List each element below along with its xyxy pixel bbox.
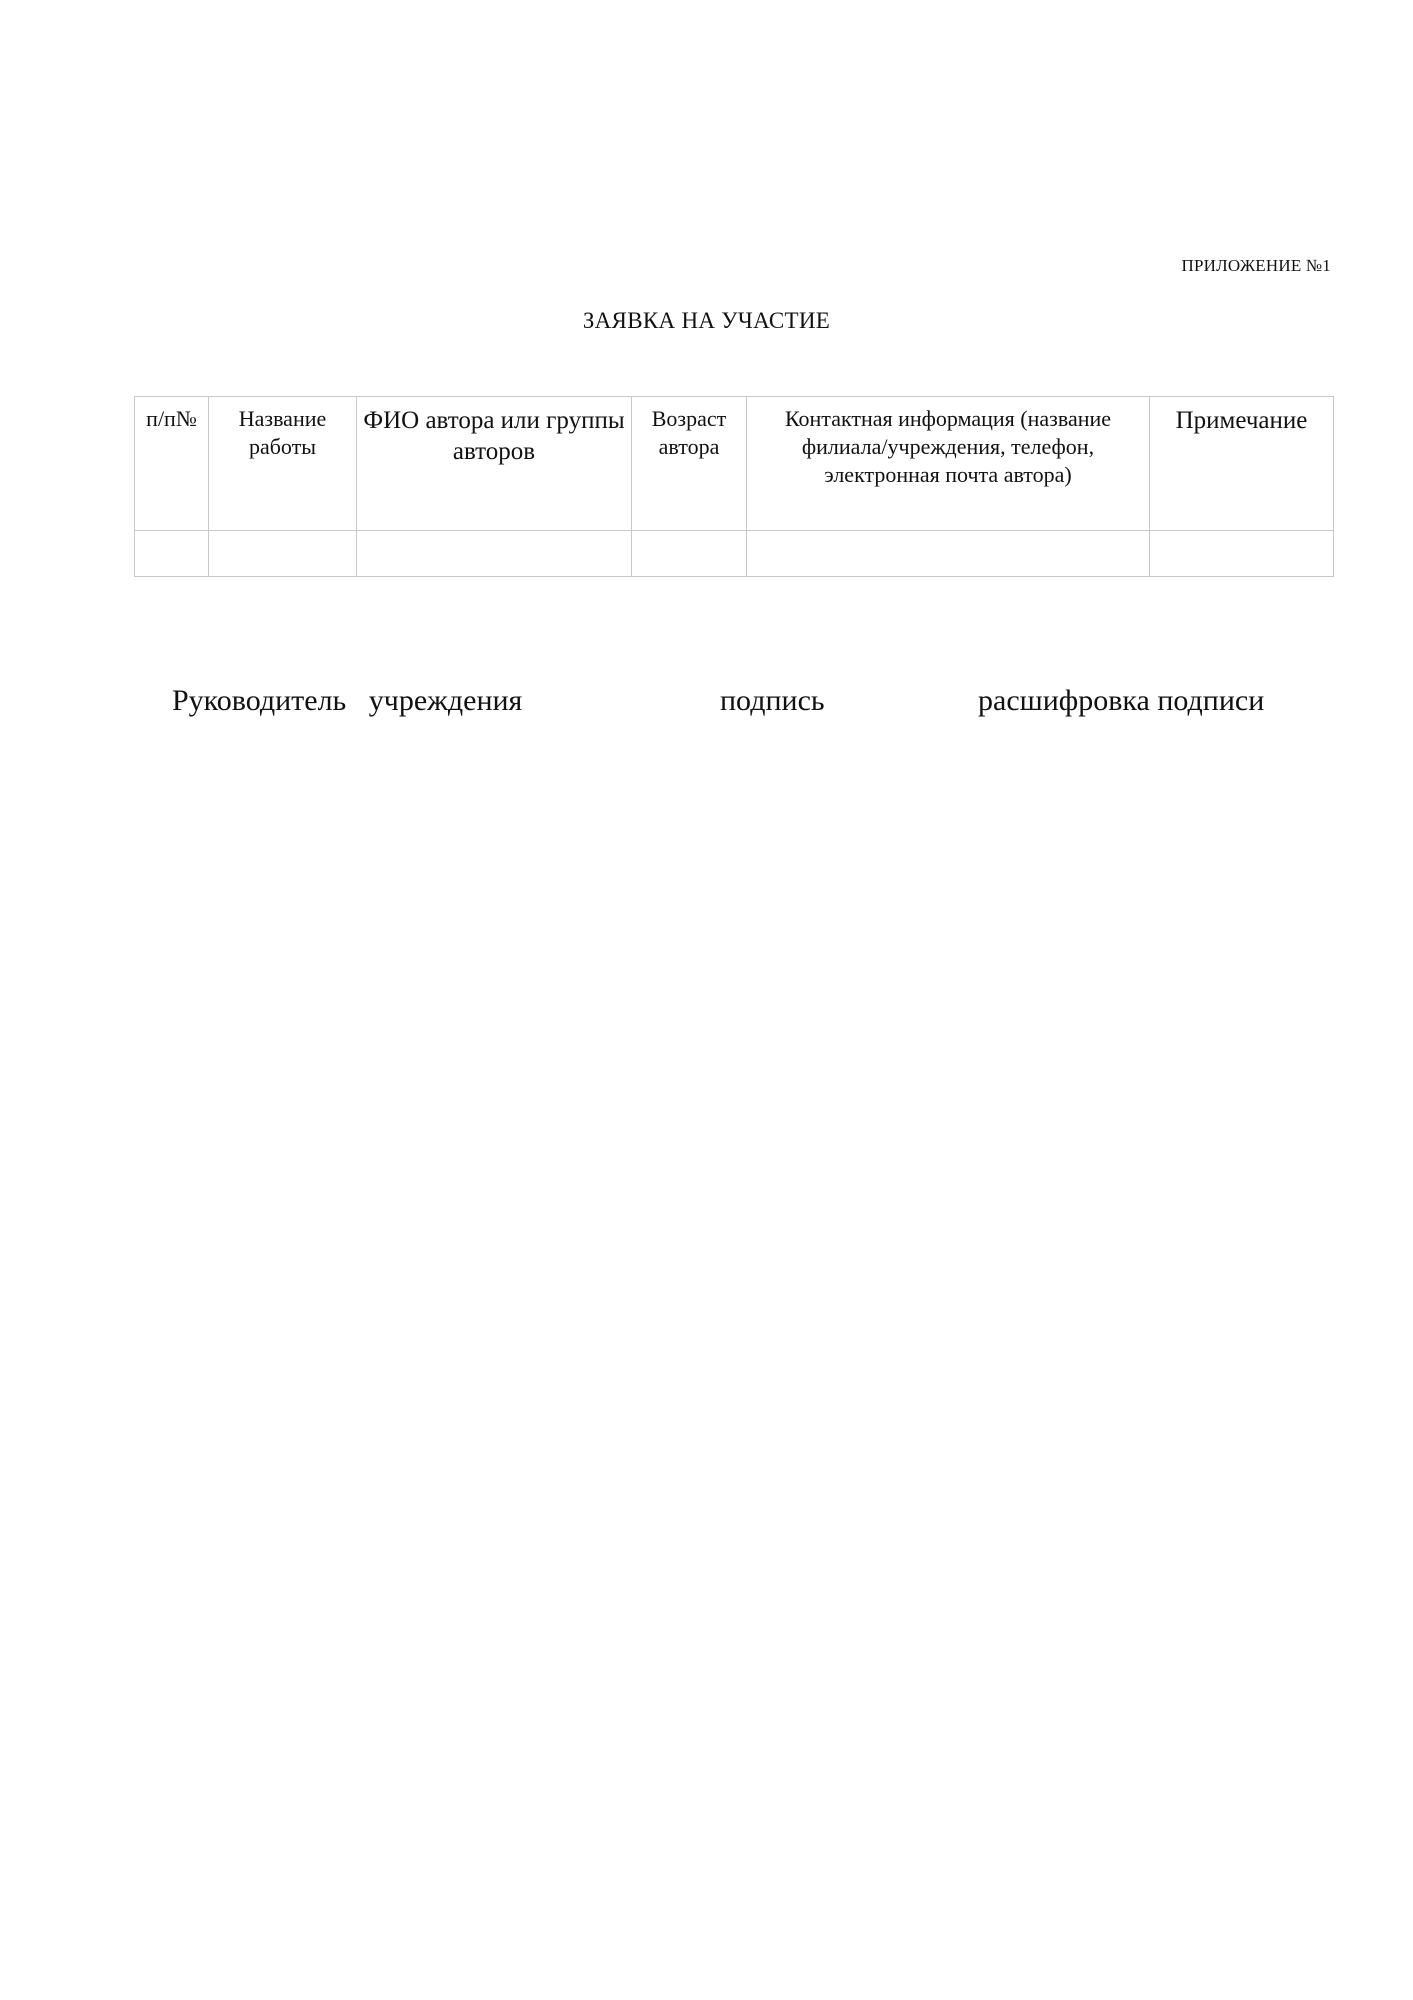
header-number: п/п№ [135, 397, 209, 531]
head-of-institution-label: Руководитель учреждения [172, 684, 523, 717]
cell-contact-info[interactable] [747, 531, 1150, 577]
document-title: ЗАЯВКА НА УЧАСТИЕ [582, 308, 831, 333]
table-row [135, 531, 1334, 577]
signature-label: подпись [720, 684, 825, 717]
signature-decoding-label: расшифровка подписи [978, 684, 1265, 717]
cell-number[interactable] [135, 531, 209, 577]
signature-row [0, 684, 1413, 724]
header-work-title: Название работы [209, 397, 357, 531]
header-contact-info: Контактная информация (название филиала/учреждения, телефон, электронная почта автора) [747, 397, 1150, 531]
application-table [134, 396, 1334, 577]
header-author-age: Возраст автора [632, 397, 747, 531]
header-author-name: ФИО автора или группы авторов [357, 397, 632, 531]
cell-author-age[interactable] [632, 531, 747, 577]
header-note: Примечание [1150, 397, 1334, 531]
cell-note[interactable] [1150, 531, 1334, 577]
appendix-label: ПРИЛОЖЕНИЕ №1 [1181, 256, 1331, 275]
table-header-row [135, 397, 1334, 531]
cell-author-name[interactable] [357, 531, 632, 577]
cell-work-title[interactable] [209, 531, 357, 577]
